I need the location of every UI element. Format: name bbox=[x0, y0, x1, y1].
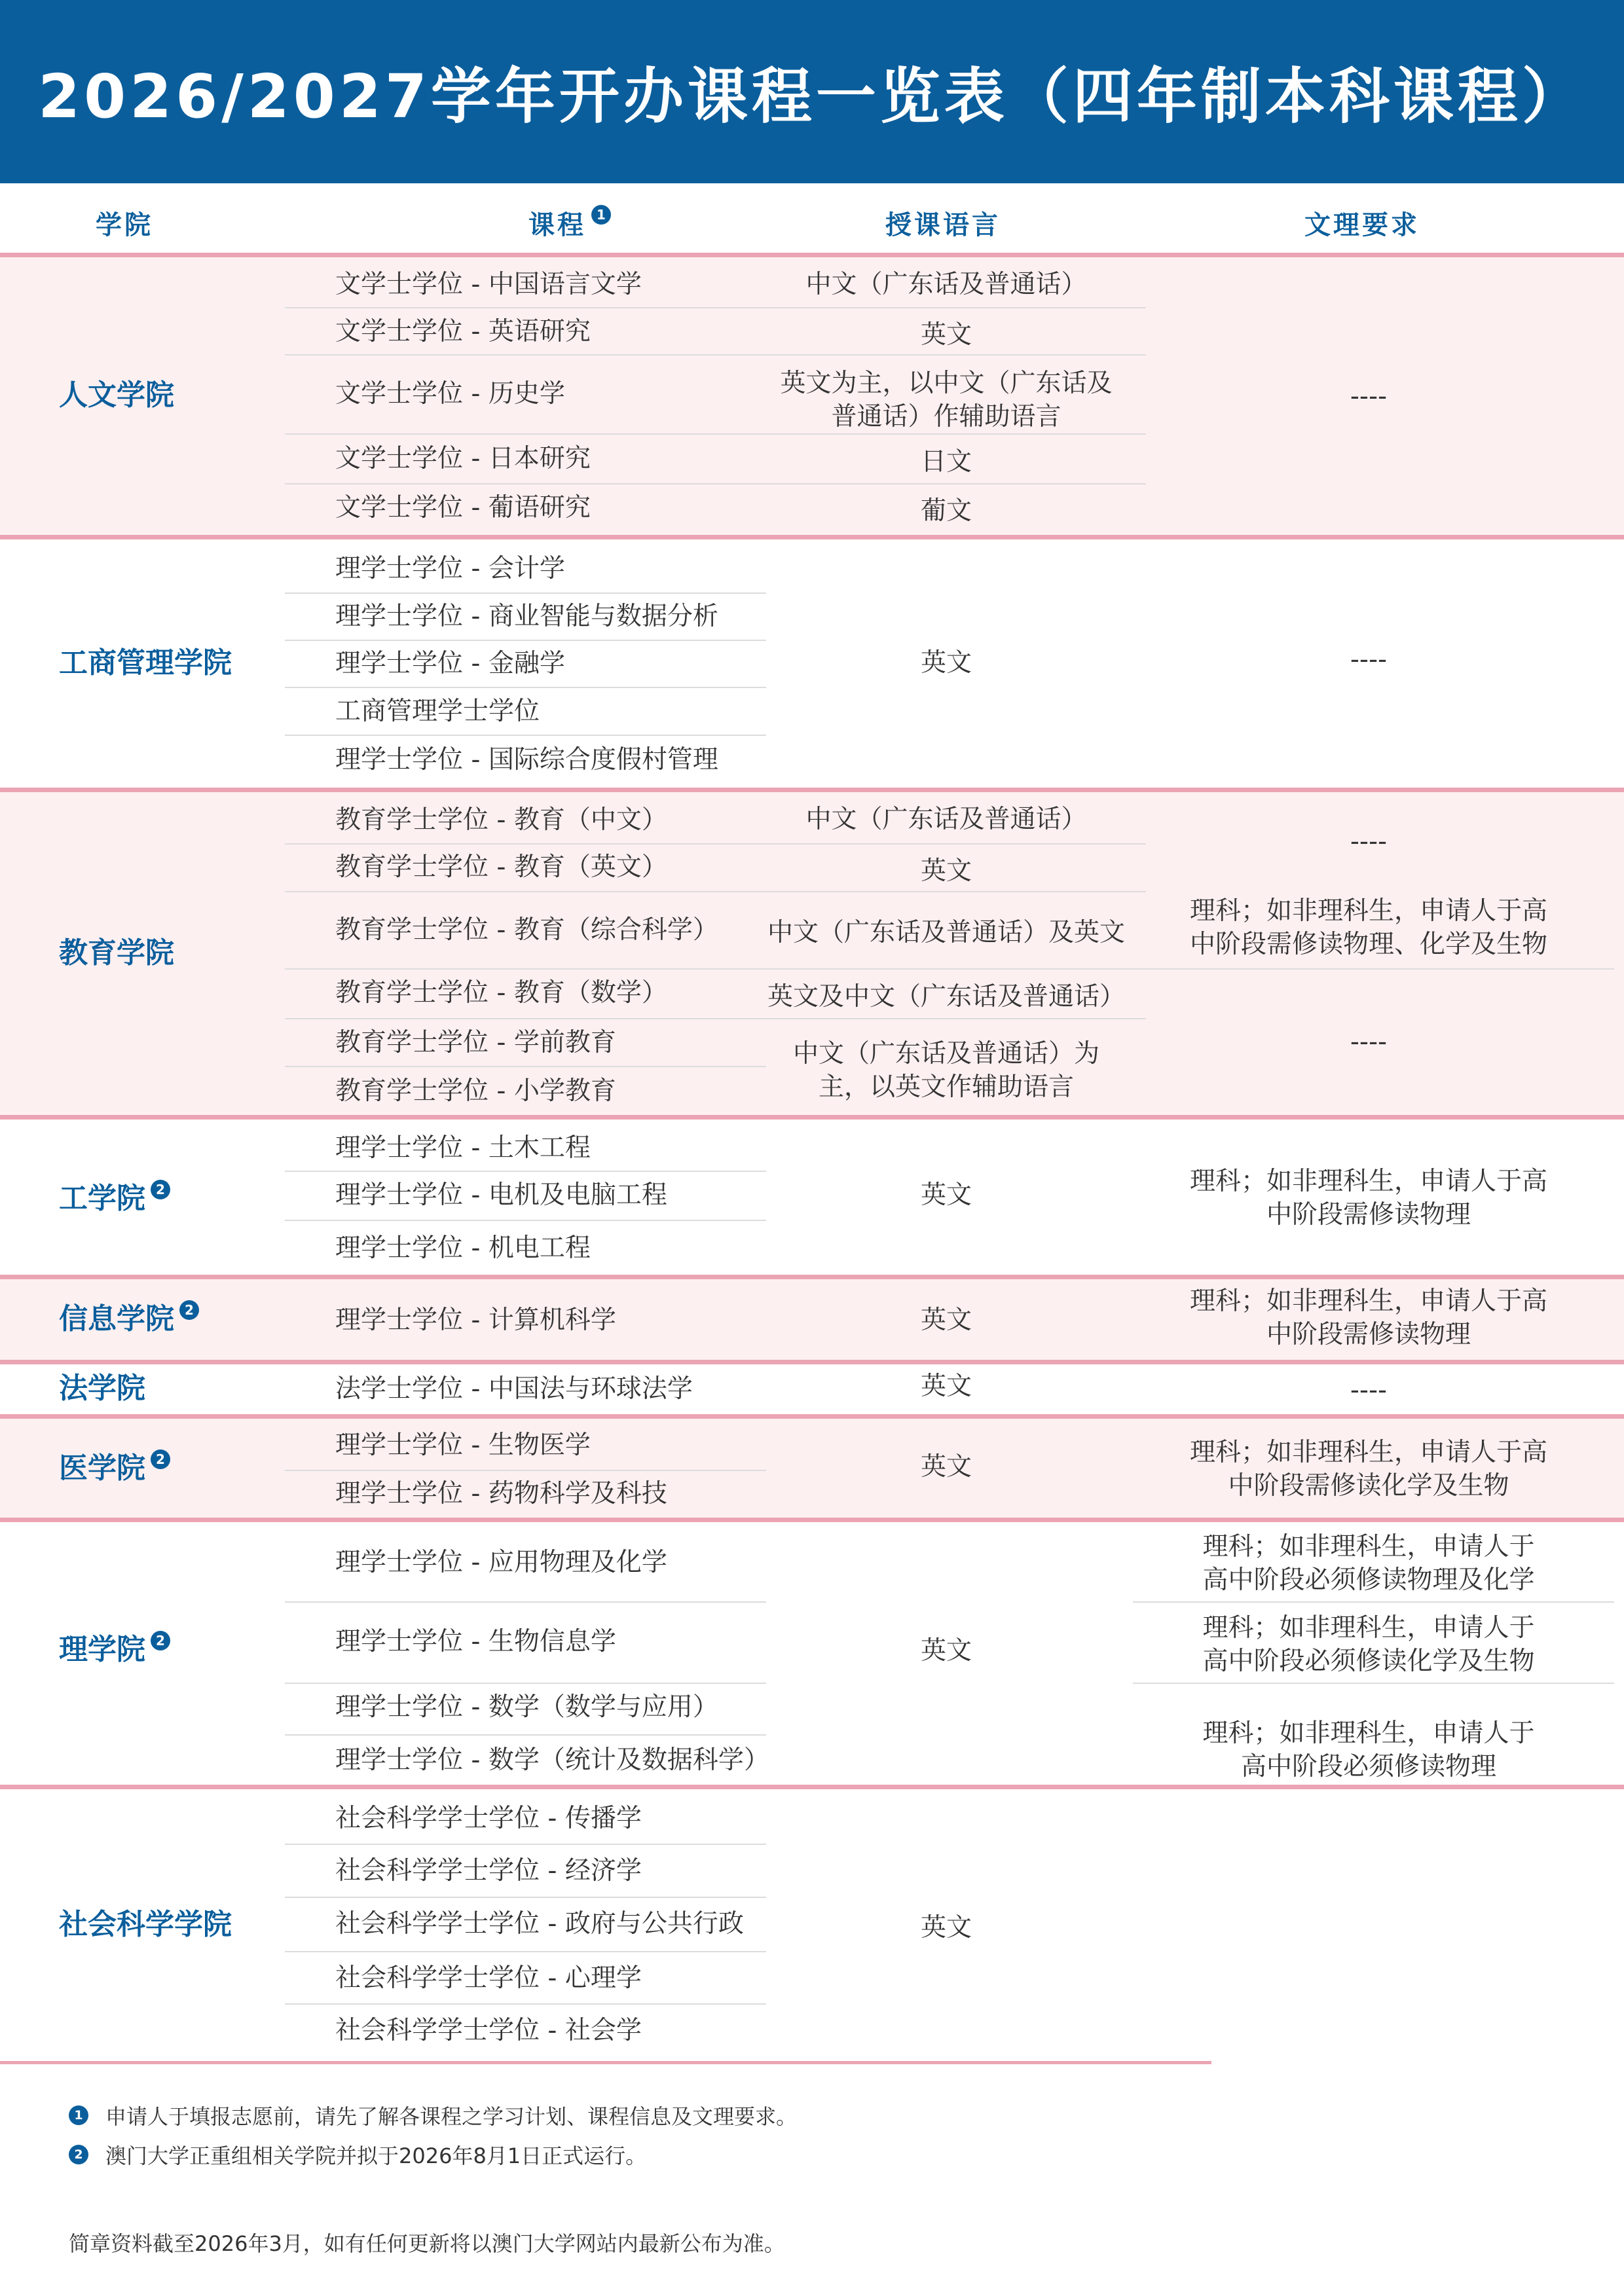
requirement-cell: 理科；如非理科生，申请人于高中阶段需修读物理 bbox=[1189, 1286, 1547, 1349]
programme-item: 教育学士学位 - 学前教育 bbox=[335, 1027, 616, 1057]
programme-item: 理学士学位 - 应用物理及化学 bbox=[335, 1547, 667, 1577]
faculty-social-sciences bbox=[59, 1902, 232, 1948]
language-cell: 英文 bbox=[920, 1635, 972, 1666]
faculty-science bbox=[59, 1627, 170, 1673]
language-cell: 中文（广东话及普通话） bbox=[805, 269, 1087, 299]
programme-item: 理学士学位 - 土木工程 bbox=[335, 1133, 591, 1163]
programme-item: 理学士学位 - 数学（数学与应用） bbox=[335, 1692, 718, 1722]
programme-item: 教育学士学位 - 教育（数学） bbox=[335, 977, 667, 1008]
group-divider bbox=[0, 1275, 1624, 1279]
programme-item: 理学士学位 - 机电工程 bbox=[335, 1233, 591, 1263]
programme-item: 社会科学学士学位 - 政府与公共行政 bbox=[335, 1908, 744, 1939]
programme-item: 教育学士学位 - 小学教育 bbox=[335, 1076, 616, 1106]
col-header-programme-label: 课程 bbox=[528, 210, 586, 240]
language-cell: 中文（广东话及普通话） bbox=[805, 804, 1087, 834]
footnote-marker-1-icon: 1 bbox=[69, 2105, 88, 2125]
programme-item: 理学士学位 - 金融学 bbox=[335, 648, 565, 678]
programme-item: 教育学士学位 - 教育（中文） bbox=[335, 805, 667, 835]
programme-item: 理学士学位 - 计算机科学 bbox=[335, 1305, 616, 1335]
programme-item: 理学士学位 - 数学（统计及数据科学） bbox=[335, 1745, 769, 1775]
faculty-humanities bbox=[59, 373, 174, 418]
programme-item: 文学士学位 - 日本研究 bbox=[335, 443, 591, 473]
programme-item: 社会科学学士学位 - 经济学 bbox=[335, 1855, 642, 1886]
programme-item: 工商管理学士学位 bbox=[335, 696, 540, 726]
footnote-marker-2-icon: 2 bbox=[151, 1631, 170, 1650]
language-cell: 中文（广东话及普通话）及英文 bbox=[767, 917, 1125, 947]
group-divider bbox=[0, 1414, 1624, 1419]
programme-item: 教育学士学位 - 教育（英文） bbox=[335, 852, 667, 882]
faculty-label: 教育学院 bbox=[59, 936, 174, 970]
faculty-education bbox=[59, 930, 174, 976]
row-separator bbox=[285, 1601, 766, 1603]
footnote-text: 申请人于填报志愿前，请先了解各课程之学习计划、课程信息及文理要求。 bbox=[105, 2104, 798, 2129]
requirement-cell: ---- bbox=[1350, 1027, 1388, 1057]
requirement-cell: ---- bbox=[1350, 644, 1388, 674]
row-separator bbox=[1133, 1601, 1614, 1603]
language-cell: 英文 bbox=[920, 647, 972, 678]
language-cell: 英文 bbox=[920, 1912, 972, 1942]
faculty-label: 工学院 bbox=[59, 1182, 145, 1216]
group-divider bbox=[0, 253, 1624, 257]
requirement-cell: 理科；如非理科生，申请人于高中阶段必须修读物理及化学 bbox=[1202, 1532, 1535, 1595]
footnote-text: 澳门大学正重组相关学院并拟于2026年8月1日正式运行。 bbox=[105, 2143, 647, 2168]
requirement-cell: ---- bbox=[1350, 1375, 1388, 1405]
requirement-cell: ---- bbox=[1350, 826, 1388, 856]
row-separator bbox=[285, 687, 766, 688]
row-separator bbox=[1133, 1683, 1614, 1684]
group-divider bbox=[0, 788, 1624, 792]
faculty-medicine bbox=[59, 1446, 170, 1491]
programme-item: 教育学士学位 - 教育（综合科学） bbox=[335, 915, 718, 945]
programme-item: 理学士学位 - 电机及电脑工程 bbox=[335, 1180, 667, 1210]
col-header-requirement: 文理要求 bbox=[1304, 210, 1420, 240]
language-cell: 英文 bbox=[920, 856, 972, 886]
footnote-marker-2-icon: 2 bbox=[151, 1449, 170, 1469]
title-banner bbox=[0, 0, 1624, 183]
group-divider bbox=[0, 1785, 1624, 1789]
language-cell: 英文 bbox=[920, 319, 972, 350]
faculty-information bbox=[59, 1296, 199, 1342]
programme-item: 理学士学位 - 国际综合度假村管理 bbox=[335, 744, 718, 774]
faculty-label: 信息学院 bbox=[59, 1302, 174, 1336]
row-separator bbox=[285, 2003, 766, 2005]
language-cell: 英文 bbox=[920, 1451, 972, 1482]
programme-item: 理学士学位 - 会计学 bbox=[335, 553, 565, 583]
programme-item: 社会科学学士学位 - 社会学 bbox=[335, 2015, 642, 2045]
programme-item: 社会科学学士学位 - 心理学 bbox=[335, 1963, 642, 1993]
programme-item: 文学士学位 - 葡语研究 bbox=[335, 492, 591, 522]
page-title: 2026/2027学年开办课程一览表（四年制本科课程） bbox=[38, 62, 1586, 132]
requirement-cell: ---- bbox=[1350, 381, 1388, 411]
requirement-cell: 理科；如非理科生，申请人于高中阶段需修读物理 bbox=[1189, 1167, 1547, 1230]
language-cell: 日文 bbox=[920, 446, 972, 477]
row-separator bbox=[285, 1951, 766, 1952]
requirement-cell: 理科；如非理科生，申请人于高中阶段需修读化学及生物 bbox=[1189, 1438, 1547, 1501]
row-separator bbox=[285, 968, 1614, 970]
programme-item: 文学士学位 - 中国语言文学 bbox=[335, 269, 642, 299]
programme-item: 文学士学位 - 历史学 bbox=[335, 378, 565, 409]
faculty-law bbox=[59, 1366, 145, 1412]
requirement-cell: 理科；如非理科生，申请人于高中阶段需修读物理、化学及生物 bbox=[1189, 896, 1547, 959]
footnote-1 bbox=[69, 2100, 797, 2130]
language-cell: 中文（广东话及普通话）为主，以英文作辅助语言 bbox=[792, 1039, 1099, 1102]
row-separator bbox=[285, 1220, 766, 1221]
footnote-marker-2-icon: 2 bbox=[151, 1180, 170, 1199]
footnote-marker-2-icon: 2 bbox=[179, 1300, 199, 1320]
language-cell: 英文 bbox=[920, 1180, 972, 1210]
faculty-label: 法学院 bbox=[59, 1372, 145, 1406]
row-separator bbox=[285, 1734, 766, 1736]
faculty-engineering bbox=[59, 1176, 170, 1222]
programme-item: 理学士学位 - 商业智能与数据分析 bbox=[335, 601, 718, 631]
row-separator bbox=[285, 1066, 766, 1067]
col-header-language: 授课语言 bbox=[885, 210, 1001, 240]
programme-item: 文学士学位 - 英语研究 bbox=[335, 316, 591, 346]
table-bottom-rule bbox=[0, 2061, 1211, 2064]
programme-item: 理学士学位 - 药物科学及科技 bbox=[335, 1478, 667, 1508]
language-cell: 英文为主，以中文（广东话及普通话）作辅助语言 bbox=[780, 369, 1113, 431]
programme-item: 理学士学位 - 生物医学 bbox=[335, 1430, 591, 1460]
programme-item: 法学士学位 - 中国法与环球法学 bbox=[335, 1374, 693, 1404]
row-separator bbox=[285, 735, 766, 736]
group-divider bbox=[0, 1115, 1624, 1120]
footnote-2 bbox=[69, 2140, 646, 2170]
footnote-marker-2-icon: 2 bbox=[69, 2145, 88, 2164]
faculty-business bbox=[59, 640, 232, 686]
faculty-label: 理学院 bbox=[59, 1633, 145, 1667]
language-cell: 英文及中文（广东话及普通话） bbox=[767, 981, 1125, 1011]
col-header-faculty: 学院 bbox=[96, 210, 153, 240]
row-separator bbox=[285, 1844, 766, 1845]
col-header-programme bbox=[478, 200, 661, 246]
group-divider bbox=[0, 535, 1624, 539]
row-separator bbox=[285, 1897, 766, 1898]
requirement-cell: 理科；如非理科生，申请人于高中阶段必须修读物理 bbox=[1202, 1719, 1535, 1781]
row-separator bbox=[285, 1683, 766, 1684]
faculty-label: 医学院 bbox=[59, 1451, 145, 1485]
language-cell: 英文 bbox=[920, 1305, 972, 1335]
language-cell: 葡文 bbox=[920, 496, 972, 526]
programme-item: 理学士学位 - 生物信息学 bbox=[335, 1626, 616, 1656]
footer-disclaimer: 简章资料截至2026年3月，如有任何更新将以澳门大学网站内最新公布为准。 bbox=[69, 2231, 785, 2256]
programme-item: 社会科学学士学位 - 传播学 bbox=[335, 1803, 642, 1833]
faculty-label: 工商管理学院 bbox=[59, 646, 232, 680]
faculty-label: 社会科学学院 bbox=[59, 1908, 232, 1942]
group-divider bbox=[0, 1518, 1624, 1522]
language-cell: 英文 bbox=[920, 1371, 972, 1401]
requirement-cell: 理科；如非理科生，申请人于高中阶段必须修读化学及生物 bbox=[1202, 1613, 1535, 1676]
footnote-marker-1-icon: 1 bbox=[591, 205, 611, 225]
faculty-label: 人文学院 bbox=[59, 378, 174, 412]
